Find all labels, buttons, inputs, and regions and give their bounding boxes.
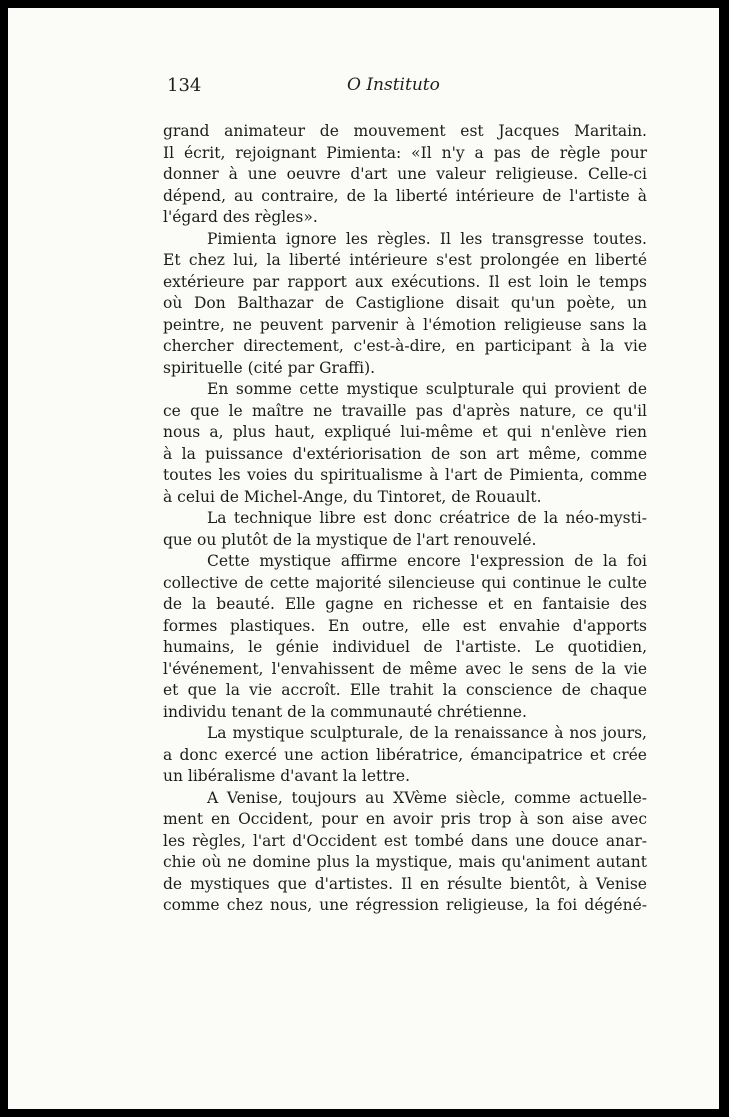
text-line: grand animateur de mouvement est Jacques Maritain. <box>163 122 647 140</box>
text-line: A Venise, toujours au XVème siècle, comme actuelle- <box>207 788 647 807</box>
text-line: chie où ne domine plus la mystique, mais qu'animent autant <box>163 853 647 871</box>
book-page <box>8 8 719 1109</box>
text-line: chercher directement, c'est-à-dire, en participant à la vie <box>163 337 647 355</box>
text-line: ce que le maître ne travaille pas d'après nature, ce qu'il <box>163 401 647 420</box>
text-line: Pimienta ignore les règles. Il les transgresse toutes. <box>207 229 647 248</box>
text-line: Cette mystique affirme encore l'expression de la foi <box>207 552 647 570</box>
text-line: l'événement, l'envahissent de même avec le sens de la vie <box>163 659 647 678</box>
text-line: nous a, plus haut, expliqué lui-même et qui n'enlève rien <box>163 423 647 441</box>
text-line: l'égard des règles». <box>163 208 318 226</box>
text-line: En somme cette mystique sculpturale qui provient de <box>207 380 647 398</box>
text-line: dépend, au contraire, de la liberté intérieure de l'artiste à <box>163 186 647 205</box>
text-line: spirituelle (cité par Graffi). <box>163 358 376 377</box>
text-line: formes plastiques. En outre, elle est envahie d'apports <box>163 616 647 635</box>
text-line: La mystique sculpturale, de la renaissance à nos jours, <box>207 724 647 742</box>
text-line: collective de cette majorité silencieuse qui continue le culte <box>163 573 647 592</box>
text-line: individu tenant de la communauté chrétienne. <box>163 702 527 721</box>
text-line: humains, le génie individuel de l'artiste. Le quotidien, <box>163 638 647 656</box>
running-title: O Instituto <box>347 75 440 95</box>
page-number: 134 <box>167 75 202 96</box>
text-line: à celui de Michel-Ange, du Tintoret, de Rouault. <box>163 487 542 506</box>
text-line: donner à une oeuvre d'art une valeur religieuse. Celle-ci <box>163 165 647 183</box>
text-line: extérieure par rapport aux exécutions. Il est loin le temps <box>163 272 647 291</box>
text-line: Il écrit, rejoignant Pimienta: «Il n'y a pas de règle pour <box>163 143 647 162</box>
text-line: toutes les voies du spiritualisme à l'art de Pimienta, comme <box>163 466 647 484</box>
text-line: de mystiques que d'artistes. Il en résulte bientôt, à Venise <box>163 874 647 893</box>
body-text <box>163 121 647 917</box>
text-line: a donc exercé une action libératrice, émancipatrice et crée <box>163 745 647 764</box>
text-line: de la beauté. Elle gagne en richesse et en fantaisie des <box>163 595 647 613</box>
text-line: les règles, l'art d'Occident est tombé dans une douce anar- <box>163 831 647 850</box>
text-line: que ou plutôt de la mystique de l'art renouvelé. <box>163 530 537 549</box>
text-line: ment en Occident, pour en avoir pris trop à son aise avec <box>163 810 647 828</box>
text-line: où Don Balthazar de Castiglione disait qu'un poète, un <box>163 294 647 312</box>
text-line: à la puissance d'extériorisation de son art même, comme <box>163 444 647 463</box>
text-line: Et chez lui, la liberté intérieure s'est prolongée en liberté <box>163 251 647 269</box>
text-line: un libéralisme d'avant la lettre. <box>163 767 411 785</box>
text-line: et que la vie accroît. Elle trahit la conscience de chaque <box>163 681 647 699</box>
text-line: peintre, ne peuvent parvenir à l'émotion religieuse sans la <box>163 315 647 334</box>
text-line: La technique libre est donc créatrice de la néo-mysti- <box>207 509 647 527</box>
text-line: comme chez nous, une régression religieuse, la foi dégéné- <box>163 896 647 914</box>
page-header <box>167 75 647 103</box>
